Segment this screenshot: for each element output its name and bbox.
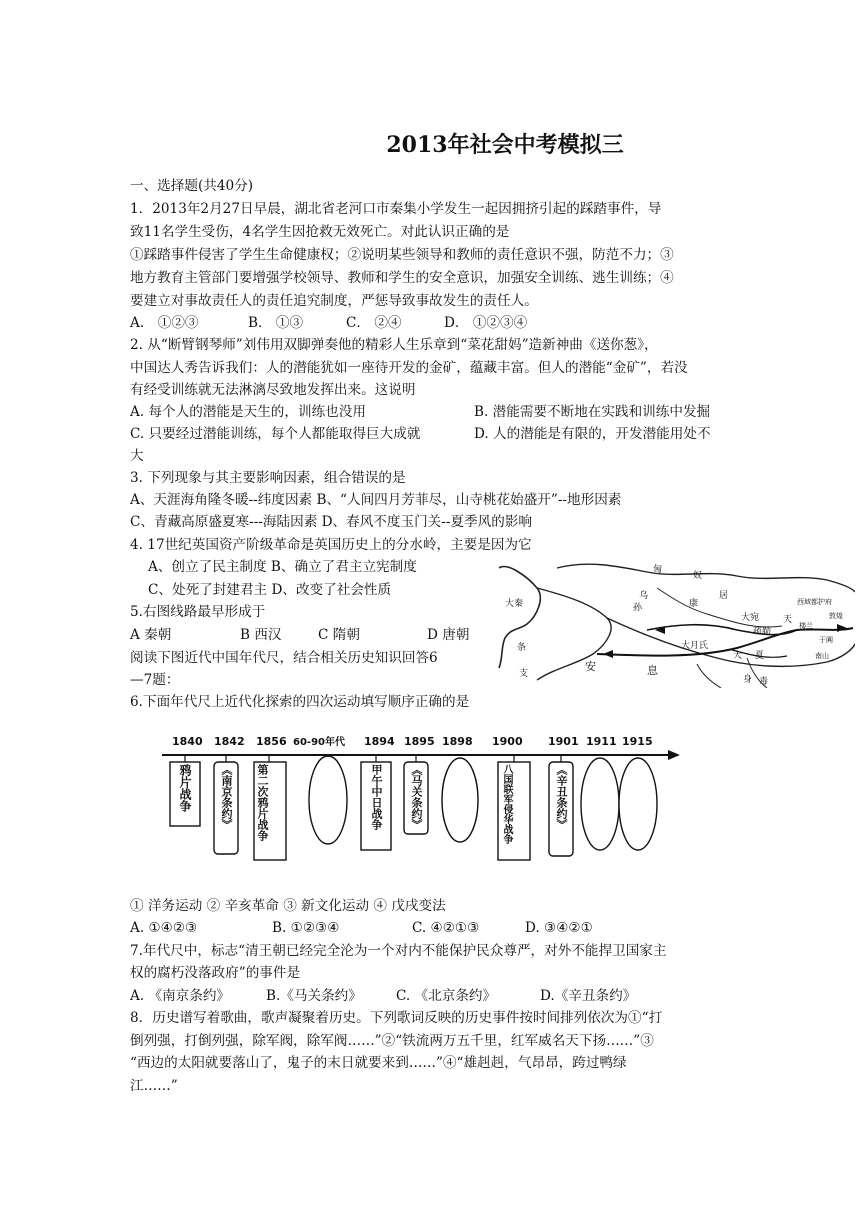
map-label-dayuan: 大宛 <box>741 613 760 623</box>
q2-option-d-wrap: 大 <box>130 448 144 464</box>
q1-line5: 要建立对事故责任人的责任追究制度，严惩导致事故发生的责任人。 <box>130 293 538 309</box>
map-label-loulan: 楼兰 <box>799 622 813 630</box>
q5-option-c: C 隋朝 <box>318 627 360 643</box>
map-label-xiongnu-1: 匈 <box>653 565 663 575</box>
map-label-daxia-2: 夏 <box>755 651 765 661</box>
q1-option-d: D． ①②③④ <box>444 315 528 331</box>
box-label-eight-nation-war: 八国联军侵华战争 <box>501 764 512 844</box>
year-1911: 1911 <box>586 735 617 748</box>
year-1840: 1840 <box>172 735 203 748</box>
map-label-dunhuang: 敦煌 <box>829 612 843 620</box>
q6-option-a: A. ①④②③ <box>130 920 198 936</box>
map-label-tian: 天 <box>783 615 793 625</box>
reading-instruction-line2: —7题： <box>130 672 180 688</box>
q4-line1: 4. 17世纪英国资产阶级革命是英国历史上的分水岭，主要是因为它 <box>130 537 532 553</box>
blank-slot-4 <box>619 758 657 850</box>
map-label-tiaozhi-2: 支 <box>519 669 529 679</box>
q4-options-ab: A、创立了民主制度 B、确立了君主立宪制度 <box>148 559 417 575</box>
silk-road-map <box>497 558 855 688</box>
box-label-boxer-protocol: 《辛丑条约》 <box>555 764 568 830</box>
map-label-nanshan: 南山 <box>815 652 829 660</box>
map-label-shule: 疏勒 <box>753 627 772 637</box>
box-label-shimonoseki-treaty: 《马关条约》 <box>410 764 423 830</box>
q2-line2: 中国达人秀告诉我们：人的潜能犹如一座待开发的金矿，蕴藏丰富。但人的潜能“金矿”，若没 <box>130 360 688 376</box>
q8-line2: 倒列强，打倒列强，除军阀，除军阀……”②“铁流两万五千里，红军威名天下扬……”③ <box>130 1033 654 1049</box>
blank-slot-1 <box>309 756 347 844</box>
q1-option-b: B． ①③ <box>248 315 304 331</box>
year-1915: 1915 <box>622 735 653 748</box>
q1-line3: ①踩踏事件侵害了学生生命健康权；②说明某些领导和教师的责任意识不强，防范不力；③ <box>130 247 674 263</box>
map-label-yutian: 于阗 <box>819 636 833 644</box>
reading-instruction-line1: 阅读下图近代中国年代尺，结合相关历史知识回答6 <box>130 650 438 666</box>
map-label-kangju-2: 居 <box>719 591 729 601</box>
q2-option-c: C. 只要经过潜能训练，每个人都能取得巨大成就 <box>130 426 421 442</box>
q1-option-a: A． ①②③ <box>130 315 199 331</box>
q5-line1: 5.右图线路最早形成于 <box>130 604 266 620</box>
q8-line1: 8．历史谱写着歌曲，歌声凝聚着历史。下列歌词反映的历史事件按时间排列依次为①“打 <box>130 1010 663 1026</box>
q2-line1: 2. 从“断臂钢琴师”刘伟用双脚弹奏他的精彩人生乐章到“菜花甜妈”造新神曲《送你葱》， <box>130 337 658 353</box>
timeline-chart <box>150 730 690 865</box>
q5-option-a: A 秦朝 <box>130 627 172 643</box>
year-1856: 1856 <box>256 735 287 748</box>
box-label-second-opium-war: 第二次鸦片战争 <box>256 764 269 841</box>
year-1901: 1901 <box>548 735 579 748</box>
q7-option-b: B.《马关条约》 <box>266 988 362 1004</box>
q3-options-cd: C、青藏高原盛夏寒---海陆因素 D、春风不度玉门关--夏季风的影响 <box>130 514 533 530</box>
map-label-tiaozhi-1: 条 <box>517 643 527 653</box>
q1-line4: 地方教育主管部门要增强学校领导、教师和学生的安全意识，加强安全训练、逃生训练；④ <box>130 270 674 286</box>
year-1898: 1898 <box>442 735 473 748</box>
q1-line1: 1．2013年2月27日早晨，湖北省老河口市秦集小学发生一起因拥挤引起的踩踏事件，导 <box>130 201 662 217</box>
year-60-90: 60-90年代 <box>293 737 345 748</box>
q3-options-ab: A、天涯海角隆冬暖--纬度因素 B、“人间四月芳菲尽，山寺桃花始盛开”--地形因素 <box>130 492 622 508</box>
map-label-dayuezhi: 大月氏 <box>681 641 709 651</box>
q2-line3: 有经受训练就无法淋漓尽致地发挥出来。这说明 <box>130 382 416 398</box>
box-label-sino-japanese-war: 甲午中日战争 <box>370 764 383 830</box>
q1-option-c: C． ②④ <box>346 315 402 331</box>
map-label-xiongnu-2: 奴 <box>693 571 703 581</box>
q7-option-a: A. 《南京条约》 <box>130 988 231 1004</box>
q5-option-b: B 西汉 <box>240 627 282 643</box>
q2-option-a: A. 每个人的潜能是天生的，训练也没用 <box>130 404 366 420</box>
q5-option-d: D 唐朝 <box>427 627 470 643</box>
box-label-nanjing-treaty: 《南京条约》 <box>220 764 233 830</box>
q6-option-b: B. ①②③④ <box>272 920 340 936</box>
q6-legend: ① 洋务运动 ② 辛亥革命 ③ 新文化运动 ④ 戊戌变法 <box>130 898 446 914</box>
year-1895: 1895 <box>404 735 435 748</box>
q6-option-d: D. ③④②① <box>525 920 593 936</box>
map-label-duhufu: 西域都护府 <box>797 598 832 606</box>
section-heading: 一、选择题(共40分) <box>130 178 254 194</box>
q2-option-d: D. 人的潜能是有限的，开发潜能用处不 <box>474 426 711 442</box>
q2-option-b: B. 潜能需要不断地在实践和训练中发掘 <box>474 404 711 420</box>
map-label-daxia-1: 大 <box>733 651 743 661</box>
blank-slot-3 <box>581 758 619 850</box>
year-1894: 1894 <box>364 735 395 748</box>
year-1842: 1842 <box>214 735 245 748</box>
q7-option-c: C. 《北京条约》 <box>396 988 497 1004</box>
map-label-shendu-2: 毒 <box>759 677 769 687</box>
q1-line2: 致11名学生受伤，4名学生因抢救无效死亡。对此认识正确的是 <box>130 224 510 240</box>
q3-line1: 3. 下列现象与其主要影响因素，组合错误的是 <box>130 470 406 486</box>
year-1900: 1900 <box>492 735 523 748</box>
box-label-opium-war: 鸦片战争 <box>178 764 192 812</box>
map-label-wusun-1: 乌 <box>639 591 649 601</box>
map-label-anxi-1: 安 <box>585 660 596 673</box>
map-label-wusun-2: 孙 <box>633 603 643 613</box>
map-label-kangju-1: 康 <box>689 599 699 609</box>
q8-line3: “西边的太阳就要落山了，鬼子的末日就要来到……”④“雄赳赳，气昂昂，跨过鸭绿 <box>130 1055 627 1071</box>
page-title: 2013年社会中考模拟三 <box>386 132 624 158</box>
q6-line1: 6.下面年代尺上近代化探索的四次运动填写顺序正确的是 <box>130 694 470 710</box>
q6-option-c: C. ④②①③ <box>412 920 480 936</box>
q7-line2: 权的腐朽没落政府”的事件是 <box>130 965 301 981</box>
map-label-anxi-2: 息 <box>647 664 658 677</box>
map-label-shendu-1: 身 <box>743 675 753 685</box>
q4-options-cd: C、处死了封建君主 D、改变了社会性质 <box>148 582 392 598</box>
blank-slot-2 <box>442 758 478 842</box>
q8-line4: 江……” <box>130 1078 178 1094</box>
q7-option-d: D.《辛丑条约》 <box>540 988 637 1004</box>
q7-line1: 7.年代尺中，标志“清王朝已经完全沦为一个对内不能保护民众尊严，对外不能捍卫国家主 <box>130 943 667 959</box>
map-label-daqin: 大秦 <box>505 599 524 609</box>
